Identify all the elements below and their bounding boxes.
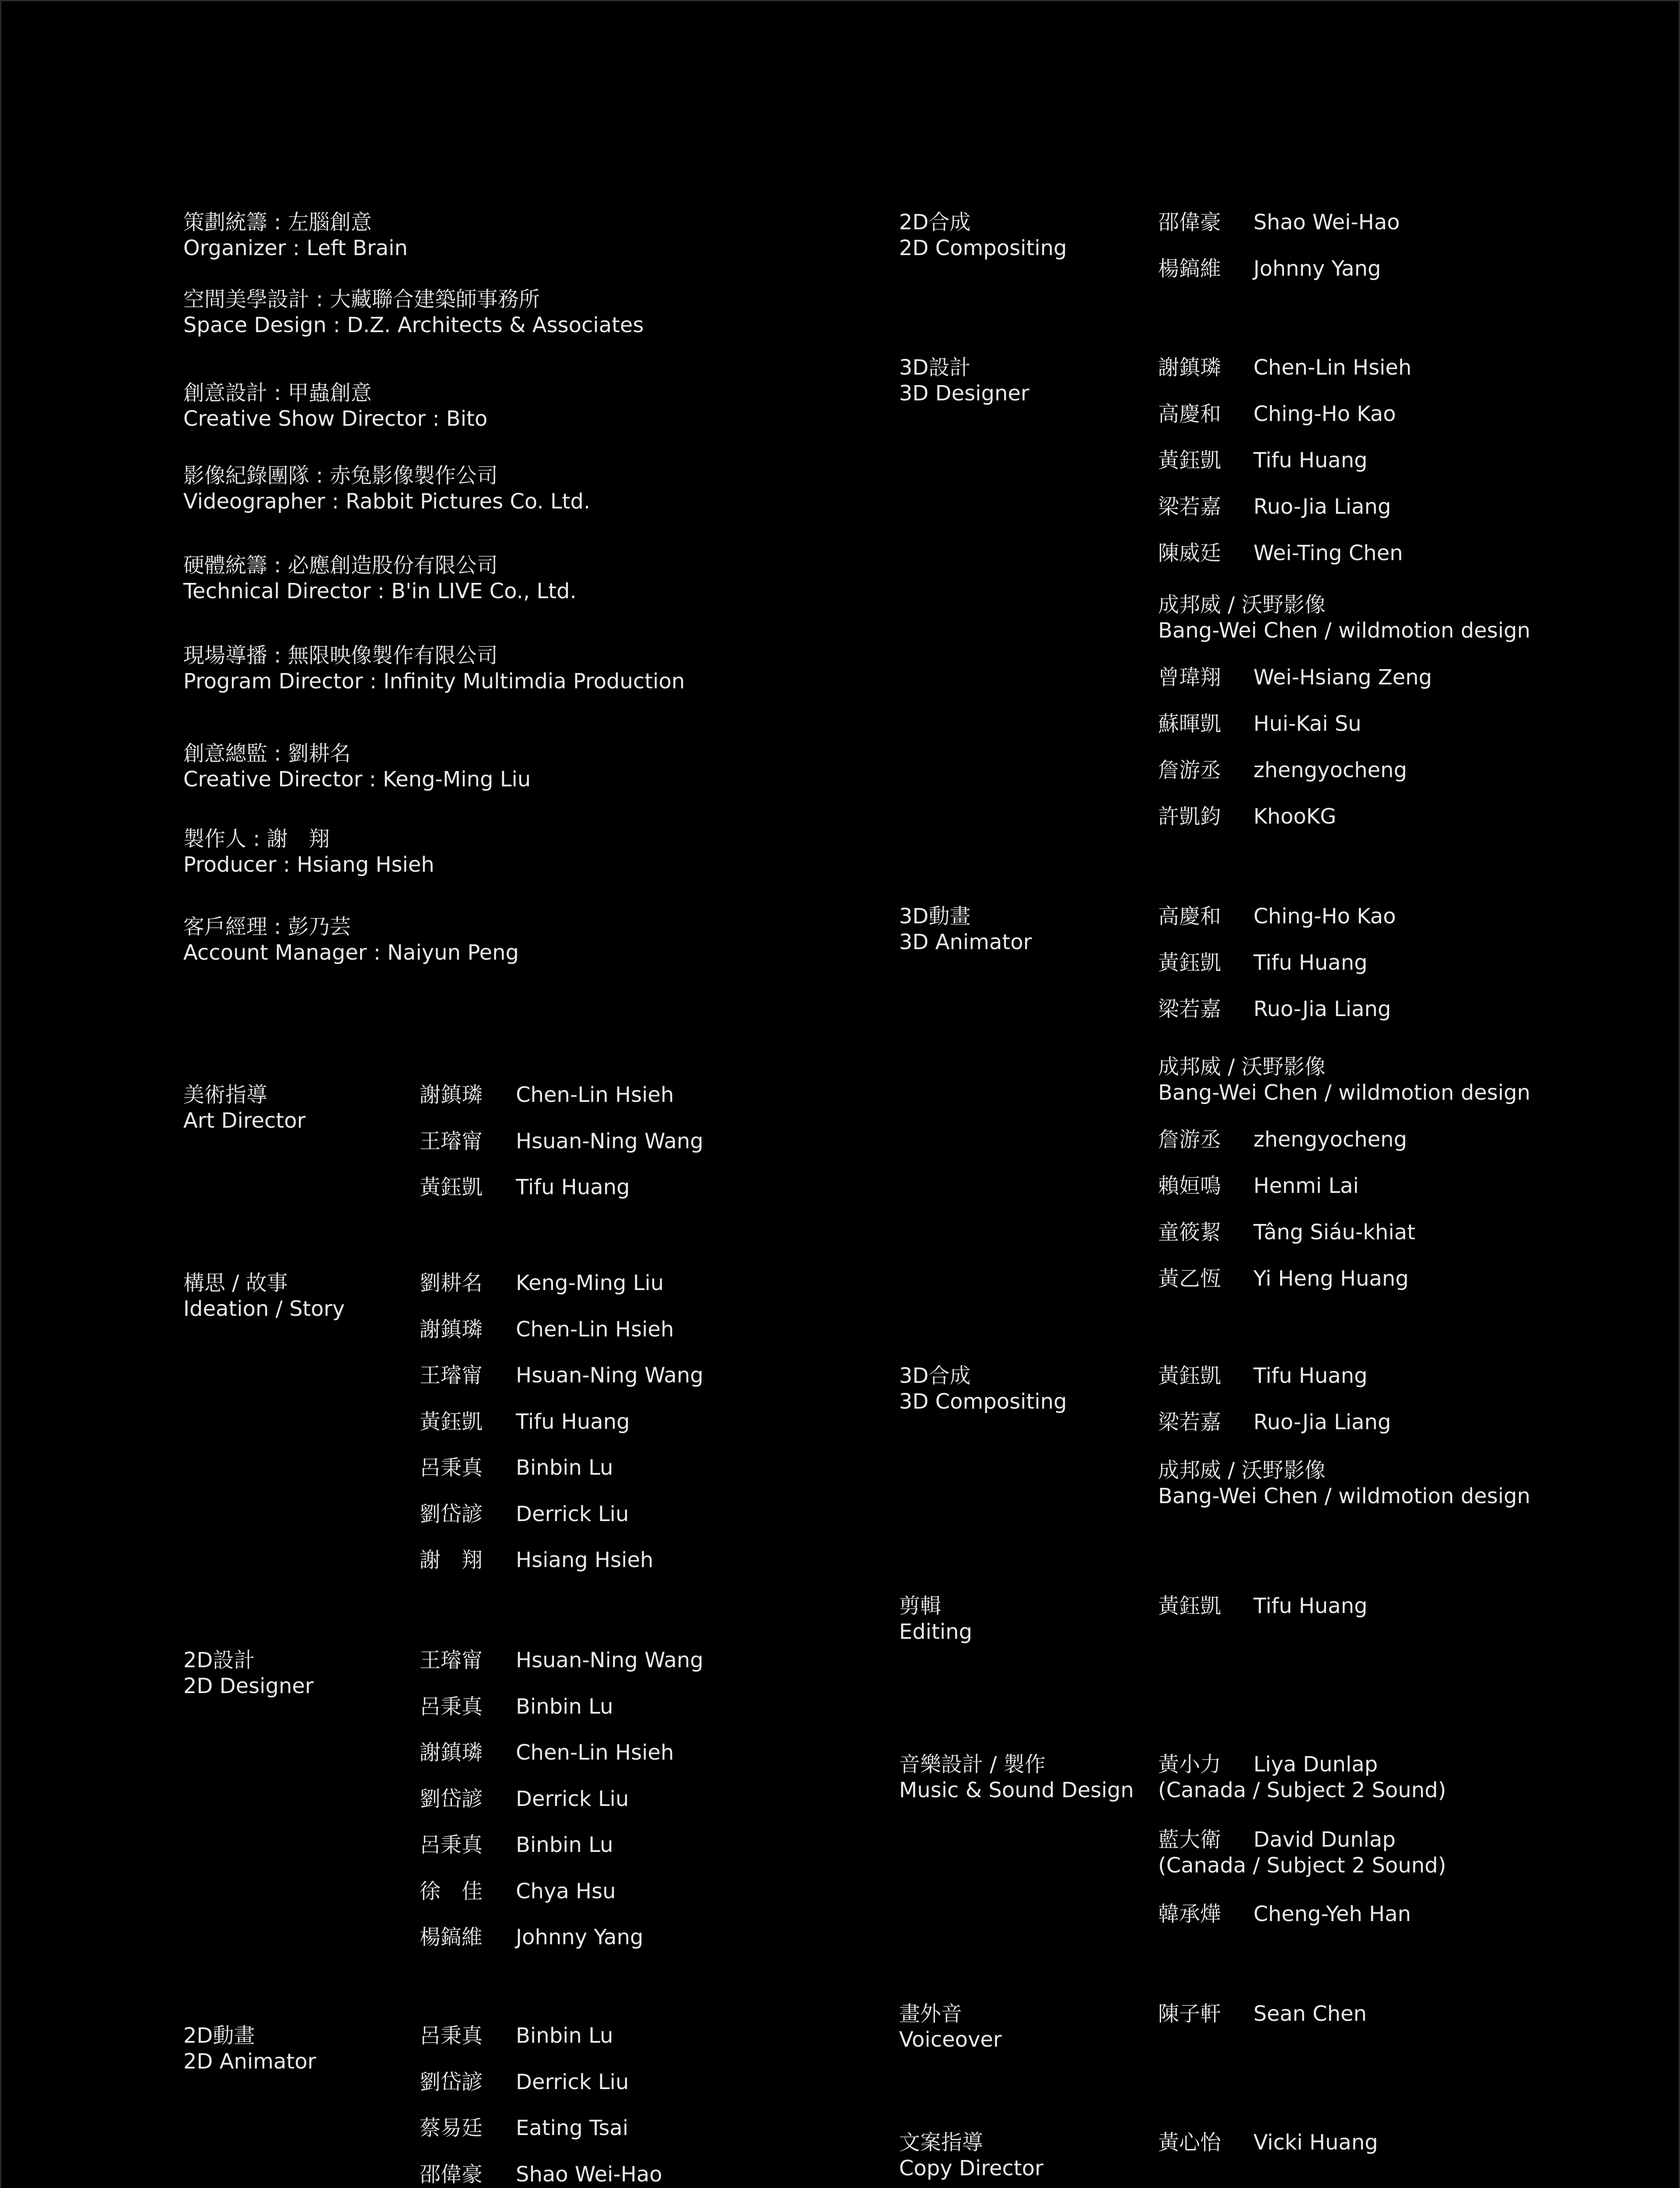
section-title-zh: 畫外音 [899,2002,962,2026]
member-name-en: Tifu Huang [516,1409,630,1434]
member-name-en: Hsuan-Ning Wang [516,1129,704,1154]
member-name-en: Binbin Lu [516,2023,613,2048]
member-name-en: Ruo-Jia Liang [1253,997,1391,1021]
member-name-en: Bang-Wei Chen / wildmotion design [1158,618,1530,643]
member-name-en: Binbin Lu [516,1694,613,1719]
member-name-zh: 邵偉豪 [1158,210,1222,235]
member-name-zh: 劉耕名 [420,1271,483,1295]
credit-role-zh: 創意總監 : 劉耕名 [183,741,351,766]
member-name-zh: 楊鎬維 [420,1925,483,1950]
member-name-en: Wei-Ting Chen [1253,541,1403,565]
member-name-zh: 黃鈺凱 [1158,950,1222,975]
member-name-en: Bang-Wei Chen / wildmotion design [1158,1080,1530,1105]
member-name-zh: 蘇暉凱 [1158,712,1222,736]
member-name-en: Tifu Huang [1253,1364,1368,1388]
member-name-en: Tifu Huang [1253,448,1368,473]
member-name-en: Hsiang Hsieh [516,1548,654,1572]
member-name-zh: 謝鎮璘 [1158,355,1222,380]
member-name-zh: 黃鈺凱 [1158,448,1222,473]
member-name-en: Keng-Ming Liu [516,1271,664,1295]
section-title-en: Ideation / Story [183,1297,345,1321]
member-name-en: Bang-Wei Chen / wildmotion design [1158,1484,1530,1508]
member-name-zh: 梁若嘉 [1158,494,1222,519]
member-name-en: Yi Heng Huang [1253,1266,1409,1291]
member-name-en: Hsuan-Ning Wang [516,1363,704,1388]
credit-role-en: Technical Director : B'in LIVE Co., Ltd. [183,579,577,603]
member-name-zh: 劉岱諺 [420,1786,483,1811]
section-title-zh: 構思 / 故事 [183,1271,288,1295]
section-title-zh: 剪輯 [899,1594,942,1618]
section-title-en: 2D Compositing [899,236,1067,260]
member-name-zh: 曾瑋翔 [1158,665,1222,690]
member-name-zh: 邵偉豪 [420,2162,483,2187]
member-name-en: Tifu Huang [516,1175,630,1199]
member-name-zh: 成邦威 / 沃野影像 [1158,1055,1326,1079]
section-title-zh: 2D動畫 [183,2023,255,2048]
member-name-en: Ruo-Jia Liang [1253,1410,1391,1434]
member-name-en: Wei-Hsiang Zeng [1253,665,1432,690]
member-name-zh: 楊鎬維 [1158,256,1222,281]
member-name-en: Derrick Liu [516,1501,629,1526]
member-name-zh: 成邦威 / 沃野影像 [1158,593,1326,617]
member-name-zh: 王璿甯 [420,1648,483,1673]
member-name-zh: 劉岱諺 [420,2069,483,2094]
member-name-en: Tifu Huang [1253,1594,1368,1618]
section-title-en: Music & Sound Design [899,1778,1134,1802]
member-name-en: David Dunlap [1253,1827,1396,1852]
member-name-zh: 黃乙恆 [1158,1266,1222,1291]
member-name-zh: 賴姮鳴 [1158,1174,1222,1198]
member-name-zh: 蔡易廷 [420,2116,483,2140]
member-name-zh: 黃心怡 [1158,2130,1222,2155]
member-name-zh: 劉岱諺 [420,1501,483,1526]
section-title-zh: 3D動畫 [899,904,971,929]
member-name-zh: 呂秉真 [420,1455,483,1480]
member-name-en: Tifu Huang [1253,950,1368,975]
member-name-en: Chen-Lin Hsieh [516,1083,674,1107]
credit-role-zh: 客戶經理 : 彭乃芸 [183,915,351,939]
section-title-en: Art Director [183,1108,306,1133]
member-name-zh: 黃鈺凱 [420,1409,483,1434]
member-name-en: Binbin Lu [516,1455,613,1480]
credit-role-zh: 創意設計 : 甲蟲創意 [183,381,372,405]
member-name-en: Henmi Lai [1253,1174,1359,1198]
member-name-zh: 謝鎮璘 [420,1317,483,1342]
section-title-en: 3D Animator [899,930,1032,954]
member-name-zh: 陳威廷 [1158,541,1222,565]
member-name-en: Tâng Siáu-khiat [1253,1220,1416,1245]
credit-role-en: Space Design : D.Z. Architects & Associates [183,313,644,337]
member-name-en: Ching-Ho Kao [1253,904,1396,929]
section-title-en: 2D Animator [183,2049,316,2074]
member-name-en: Hui-Kai Su [1253,712,1362,736]
credit-role-zh: 製作人 : 謝 翔 [183,827,330,851]
credit-role-en: Account Manager : Naiyun Peng [183,940,519,965]
member-name-en: Hsuan-Ning Wang [516,1648,704,1673]
member-name-zh: 高慶和 [1158,904,1222,929]
member-name-zh: 王璿甯 [420,1129,483,1154]
member-name-en: Shao Wei-Hao [516,2162,662,2187]
member-name-en: Liya Dunlap [1253,1752,1378,1777]
member-name-zh: 許凱鈞 [1158,804,1222,829]
section-title-en: Copy Director [899,2156,1043,2181]
member-name-zh: 陳子軒 [1158,2002,1222,2026]
member-name-en: Shao Wei-Hao [1253,210,1400,235]
member-name-zh: 成邦威 / 沃野影像 [1158,1458,1326,1483]
member-name-en: zhengyocheng [1253,1127,1407,1152]
section-title-zh: 2D合成 [899,210,971,235]
credit-role-zh: 硬體統籌 : 必應創造股份有限公司 [183,553,498,578]
member-name-en: Johnny Yang [516,1925,644,1950]
member-name-zh: 黃小力 [1158,1752,1222,1777]
credit-role-zh: 策劃統籌 : 左腦創意 [183,210,372,235]
section-title-en: Editing [899,1620,973,1644]
member-name-zh: 藍大衛 [1158,1827,1222,1852]
member-name-zh: 謝鎮璘 [420,1740,483,1765]
member-name-en: Cheng-Yeh Han [1253,1902,1411,1926]
member-name-en: Chya Hsu [516,1879,616,1904]
section-title-zh: 3D合成 [899,1364,971,1388]
member-name-en: Chen-Lin Hsieh [516,1317,674,1342]
member-name-zh: 謝 翔 [420,1548,483,1572]
member-name-zh: 呂秉真 [420,2023,483,2048]
member-name-en: Ching-Ho Kao [1253,402,1396,426]
member-name-en: Ruo-Jia Liang [1253,494,1391,519]
member-name-en: Eating Tsai [516,2116,629,2140]
member-name-en: Vicki Huang [1253,2130,1378,2155]
member-name-en: Chen-Lin Hsieh [1253,355,1412,380]
credit-role-en: Creative Director : Keng-Ming Liu [183,767,531,792]
member-name-zh: 詹游丞 [1158,1127,1222,1152]
section-title-en: 2D Designer [183,1674,314,1698]
member-name-zh: 謝鎮璘 [420,1083,483,1107]
member-name-en: Derrick Liu [516,1786,629,1811]
member-name-zh: 徐 佳 [420,1879,483,1904]
credit-role-en: Creative Show Director : Bito [183,407,488,431]
credit-role-en: Producer : Hsiang Hsieh [183,852,434,877]
member-name-zh: 黃鈺凱 [1158,1594,1222,1618]
member-name-en: Johnny Yang [1253,256,1381,281]
section-title-zh: 2D設計 [183,1648,255,1673]
credit-role-en: Organizer : Left Brain [183,236,408,260]
member-name-zh: 詹游丞 [1158,758,1222,782]
member-name-en: Binbin Lu [516,1833,613,1857]
member-name-en: Sean Chen [1253,2002,1367,2026]
member-name-zh: 黃鈺凱 [1158,1364,1222,1388]
section-title-en: 3D Compositing [899,1389,1067,1414]
credit-role-zh: 空間美學設計 : 大藏聯合建築師事務所 [183,287,540,312]
section-title-zh: 文案指導 [899,2130,984,2155]
member-name-en: Chen-Lin Hsieh [516,1740,674,1765]
member-name-zh: 韓承燁 [1158,1902,1222,1926]
member-name-en: zhengyocheng [1253,758,1407,782]
member-name-zh: 王璿甯 [420,1363,483,1388]
member-affiliation: (Canada / Subject 2 Sound) [1158,1778,1446,1802]
section-title-en: Voiceover [899,2027,1002,2052]
member-name-en: Derrick Liu [516,2069,629,2094]
member-name-en: KhooKG [1253,804,1337,829]
credit-role-en: Program Director : Infinity Multimdia Production [183,669,685,694]
section-title-zh: 美術指導 [183,1083,268,1107]
member-name-zh: 呂秉真 [420,1694,483,1719]
section-title-zh: 音樂設計 / 製作 [899,1752,1046,1777]
member-name-zh: 梁若嘉 [1158,1410,1222,1434]
member-name-zh: 黃鈺凱 [420,1175,483,1199]
member-name-zh: 童筱絜 [1158,1220,1222,1245]
member-name-zh: 高慶和 [1158,402,1222,426]
section-title-zh: 3D設計 [899,355,971,380]
credit-role-en: Videographer : Rabbit Pictures Co. Ltd. [183,489,591,514]
credit-role-zh: 現場導播 : 無限映像製作有限公司 [183,643,498,668]
section-title-en: 3D Designer [899,381,1029,406]
member-affiliation: (Canada / Subject 2 Sound) [1158,1853,1446,1878]
credit-role-zh: 影像紀錄團隊 : 赤兔影像製作公司 [183,463,498,488]
member-name-zh: 呂秉真 [420,1833,483,1857]
member-name-zh: 梁若嘉 [1158,997,1222,1021]
